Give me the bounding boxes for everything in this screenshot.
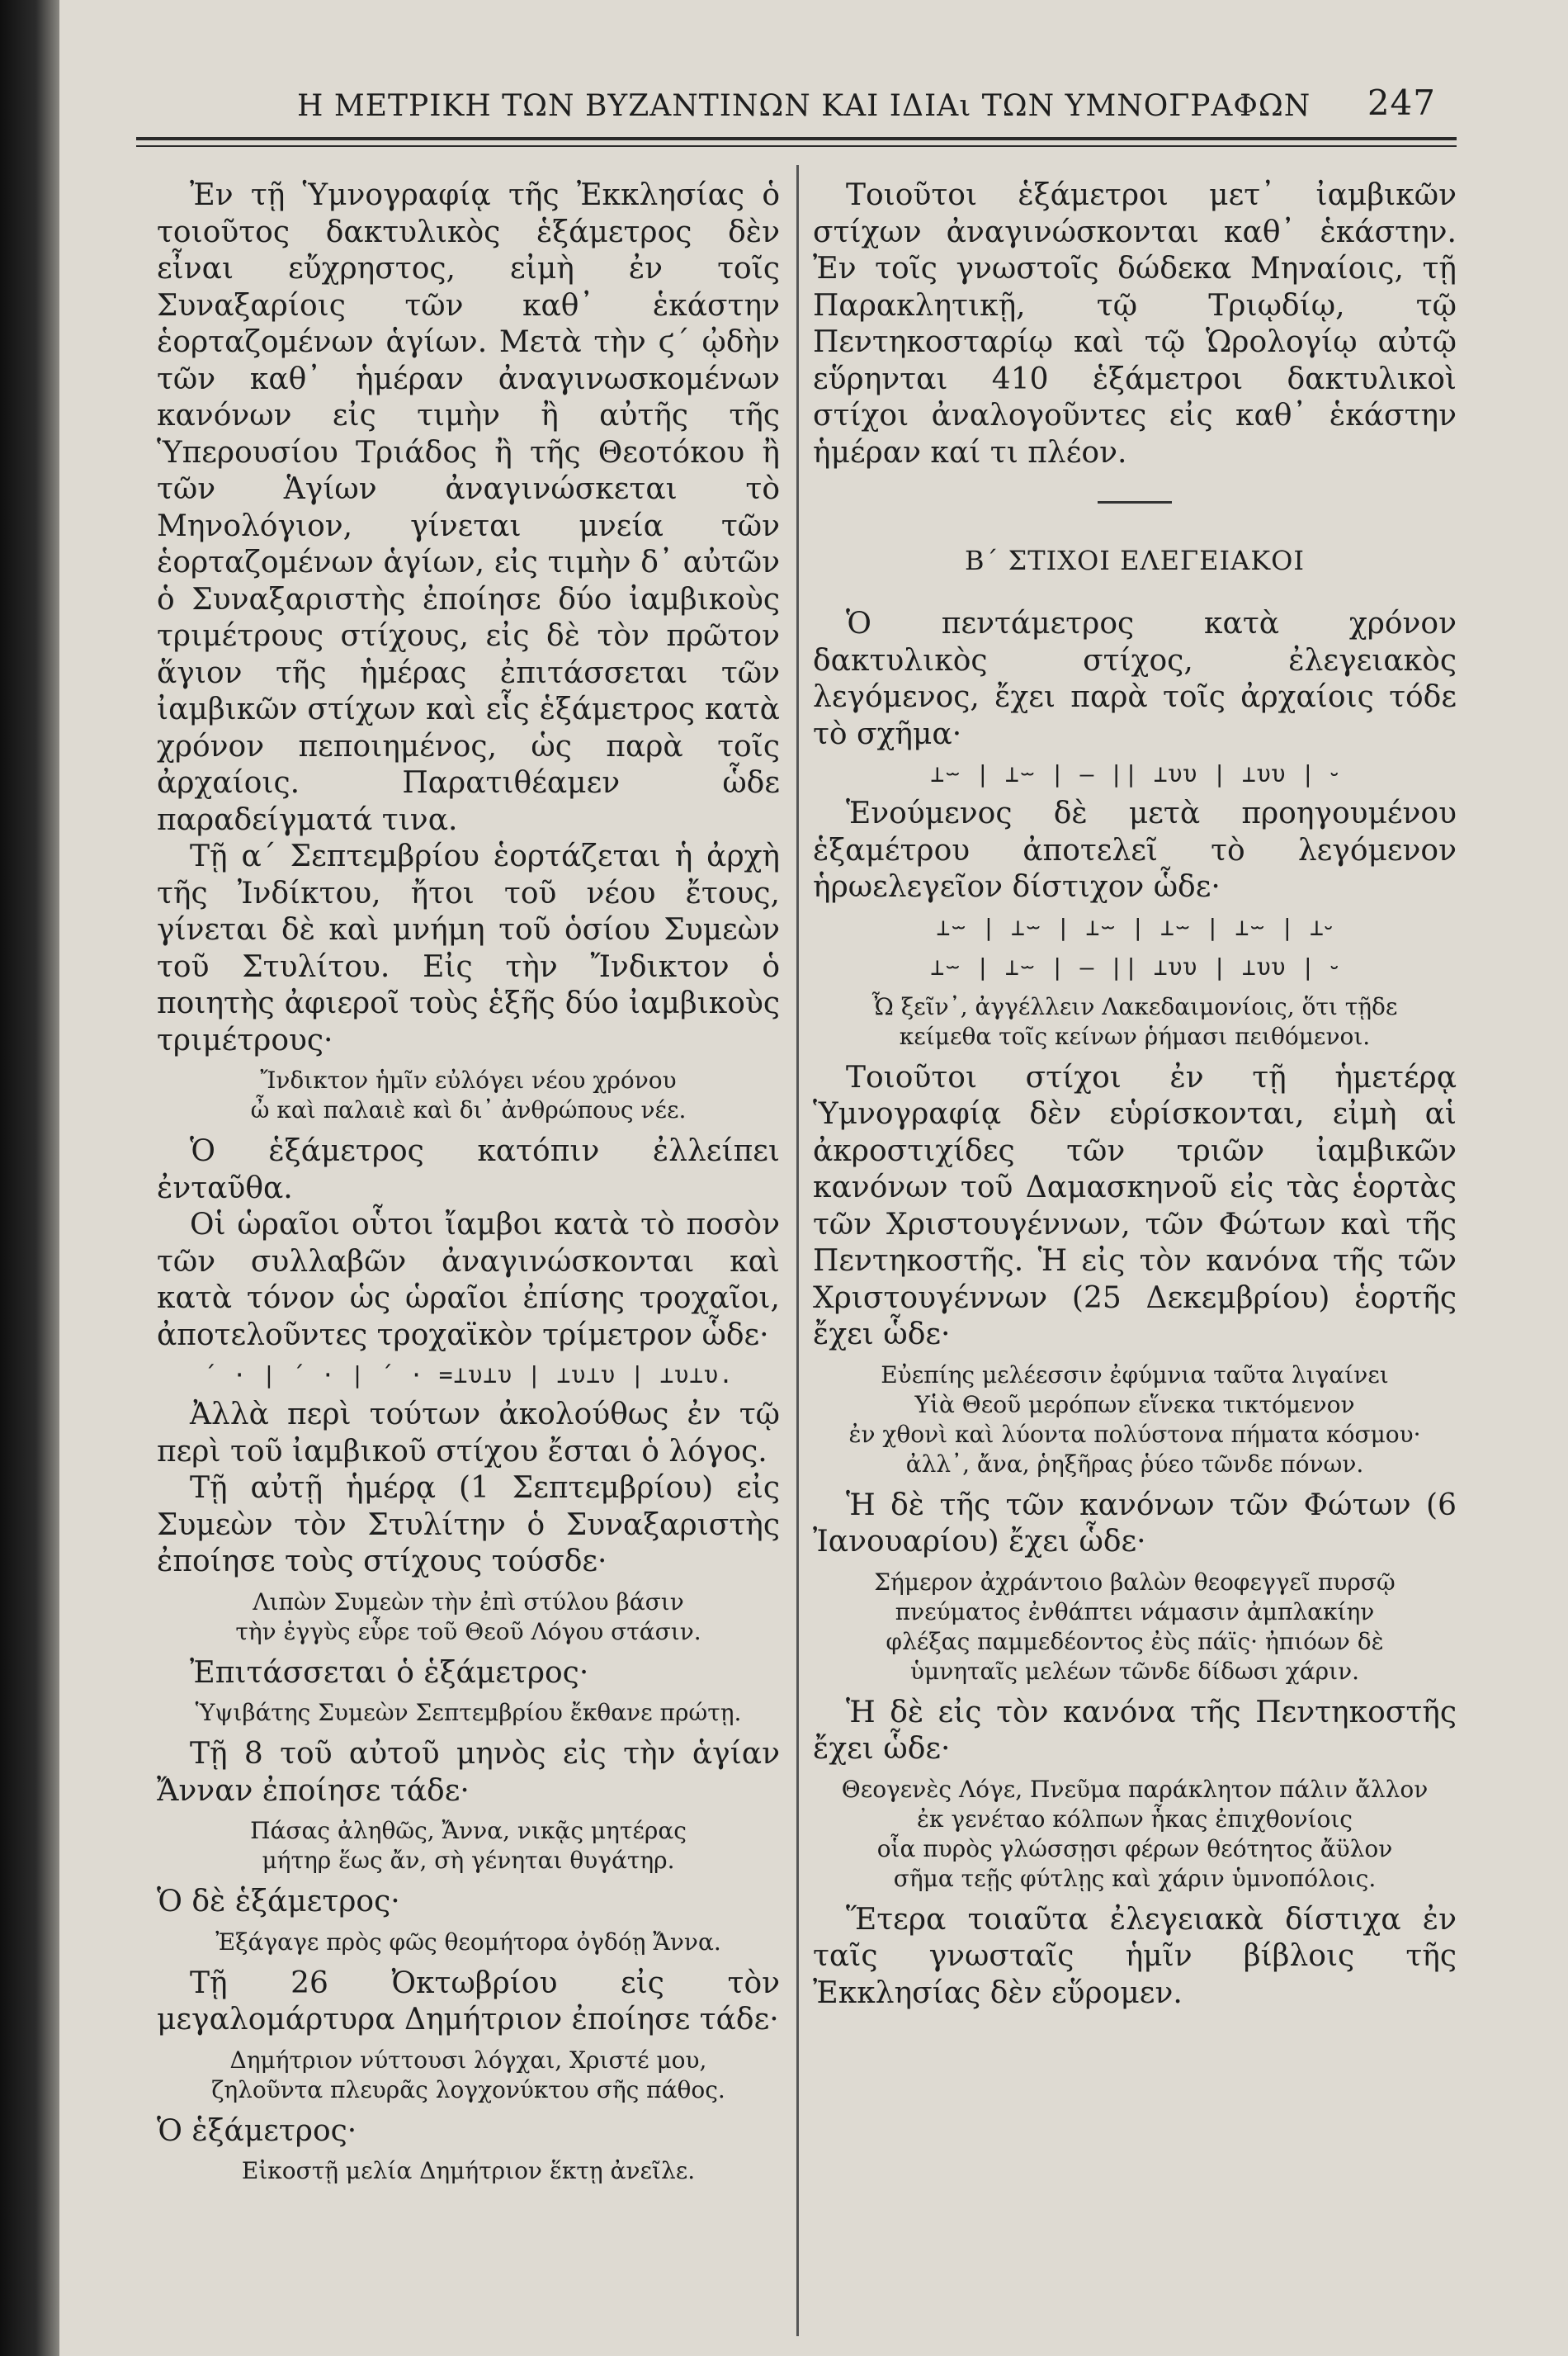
paragraph: Ἀλλὰ περὶ τούτων ἀκολούθως ἐν τῷ περὶ τοῦ ἰαμβικοῦ στίχου ἔσται ὁ λόγος. xyxy=(157,1398,780,1469)
paragraph: Ἐπιτάσσεται ὁ ἑξάμετρος· xyxy=(190,1655,589,1690)
meter-scheme: ΄ · | ΄ · | ΄ · =⊥υ⊥υ | ⊥υ⊥υ | ⊥υ⊥υ. xyxy=(203,1361,734,1389)
verse-line: Ὑψιβάτης Συμεὼν Σεπτεμβρίου ἔκθανε πρώτῃ. xyxy=(195,1699,742,1726)
paragraph: Ἑνούμενος δὲ μετὰ προηγουμένου ἑξαμέτρου ἀποτελεῖ τὸ λεγόμενον ἡρωελεγεῖον δίστιχον ὧδε· xyxy=(813,797,1457,904)
paragraph: Ὁ ἑξάμετρος κατόπιν ἐλλείπει ἐνταῦθα. xyxy=(157,1134,780,1205)
paragraph: Τοιοῦτοι ἑξάμετροι μετ᾽ ἰαμβικῶν στίχων ἀναγινώσκονται καθ᾽ ἑκάστην. Ἐν τοῖς γνωστοῖς δώδεκα Μηναίοις, τῇ Παρακλητικῇ, τῷ Τριῳδίῳ, τῷ Πεντηκοσταρίῳ καὶ τῷ Ὡρολογίῳ αὐτῷ εὕρηνται 410 ἑξάμετροι δακτυλικοὶ στίχοι ἀναλογοῦντες εἰς καθ᾽ ἑκάστην ἡμέραν καί τι πλέον. xyxy=(813,178,1457,470)
verse-line: Εἰκοστῇ μελία Δημήτριον ἕκτῃ ἀνεῖλε. xyxy=(241,2157,696,2184)
meter-scheme: ⊥⏖ | ⊥⏖ | – || ⊥υυ | ⊥υυ | ⏑ xyxy=(930,953,1339,981)
page-number: 247 xyxy=(1367,83,1436,123)
verse-line: Υἱὰ Θεοῦ μερόπων εἵνεκα τικτόμενον xyxy=(914,1390,1355,1418)
verse-line: Ἐξάγαγε πρὸς φῶς θεομήτορα ὀγδόῃ Ἄννα. xyxy=(215,1928,721,1956)
paragraph: Τῇ αὐτῇ ἡμέρᾳ (1 Σεπτεμβρίου) εἰς Συμεὼν τὸν Στυλίτην ὁ Συναξαριστὴς ἐποίησε τοὺς στίχους τούσδε· xyxy=(157,1471,780,1578)
paragraph: Οἱ ὡραῖοι οὗτοι ἴαμβοι κατὰ τὸ ποσὸν τῶν συλλαβῶν ἀναγινώσκονται καὶ κατὰ τόνον ὡς ὡραῖοι ἐπίσης τροχαῖοι, ἀποτελοῦντες τροχαϊκὸν τρίμετρον ὧδε· xyxy=(157,1208,780,1352)
paragraph: Ἐν τῇ Ὑμνογραφίᾳ τῆς Ἐκκλησίας ὁ τοιοῦτος δακτυλικὸς ἑξάμετρος δὲν εἶναι εὔχρηστος, εἰμὴ ἐν τοῖς Συναξαρίοις τῶν καθ᾽ ἑκάστην ἑορταζομένων ἁγίων. Μετὰ τὴν ϛ΄ ᾠδὴν τῶν καθ᾽ ἡμέραν ἀναγινωσκομένων κανόνων εἰς τιμὴν ἢ αὐτῆς τῆς Ὑπερουσίου Τριάδος ἢ τῆς Θεοτόκου ἢ τῶν Ἁγίων ἀναγινώσκεται τὸ Μηνολόγιον, γίνεται μνεία τῶν ἑορταζομένων ἁγίων, εἰς τιμὴν δ᾽ αὐτῶν ὁ Συναξαριστὴς ἐποίησε δύο ἰαμβικοὺς τριμέτρους στίχους, εἰς δὲ τὸν πρῶτον ἅγιον τῆς ἡμέρας ἐπιτάσσεται τῶν ἰαμβικῶν στίχων καὶ εἷς ἑξάμετρος κατὰ χρόνον πεποιημένος, ὡς παρὰ τοῖς ἀρχαίοις. Παρατιθέαμεν ὧδε παραδείγματά τινα. xyxy=(157,178,780,837)
left-column xyxy=(157,177,780,2194)
paragraph: Ὁ δὲ ἑξάμετρος· xyxy=(157,1885,400,1918)
header-rule-thin xyxy=(136,145,1457,147)
verse-line: ἀλλ᾽, ἄνα, ῥηξῆρας ῥύεο τῶνδε πόνων. xyxy=(905,1450,1364,1478)
header-rule xyxy=(136,137,1457,140)
verse-line: οἷα πυρὸς γλώσσῃσι φέρων θεότητος ἄϋλον xyxy=(876,1834,1393,1862)
meter-scheme: ⊥⏖ | ⊥⏖ | ⊥⏖ | ⊥⏖ | ⊥⏖ | ⊥⏑ xyxy=(936,913,1334,941)
verse-block xyxy=(813,1775,1457,1894)
verse-block xyxy=(157,2046,780,2105)
paragraph: Ἕτερα τοιαῦτα ἐλεγειακὰ δίστιχα ἐν ταῖς γνωσταῖς ἡμῖν βίβλοις τῆς Ἐκκλησίας δὲν εὕρομεν. xyxy=(813,1902,1457,2010)
verse-line: φλέξας παμμεδέοντος ἐὺς πάϊς· ἠπιόων δὲ xyxy=(886,1627,1384,1655)
paragraph: Τοιοῦτοι στίχοι ἐν τῇ ἡμετέρᾳ Ὑμνογραφίᾳ δὲν εὑρίσκονται, εἰμὴ αἱ ἀκροστιχίδες τῶν τριῶν ἰαμβικῶν κανόνων τοῦ Δαμασκηνοῦ εἰς τὰς ἑορτὰς τῶν Χριστουγέννων, τῶν Φώτων καὶ τῆς Πεντηκοστῆς. Ἡ εἰς τὸν κανόνα τῆς τῶν Χριστουγέννων (25 Δεκεμβρίου) ἑορτῆς ἔχει ὧδε· xyxy=(813,1060,1457,1351)
verse-block xyxy=(813,992,1457,1052)
verse-block xyxy=(157,1928,780,1957)
verse-line: Σήμερον ἀχράντοιο βαλὼν θεοφεγγεῖ πυρσῷ xyxy=(874,1568,1396,1596)
verse-block xyxy=(157,1698,780,1728)
verse-block xyxy=(813,1360,1457,1479)
verse-line: Δημήτριον νύττουσι λόγχαι, Χριστέ μου, xyxy=(229,2046,707,2074)
verse-block xyxy=(157,1816,780,1876)
section-heading: Β΄ ΣΤΙΧΟΙ ΕΛΕΓΕΙΑΚΟΙ xyxy=(964,545,1306,576)
column-divider xyxy=(796,165,799,2336)
meter-scheme: ⊥⏖ | ⊥⏖ | – || ⊥υυ | ⊥υυ | ⏑ xyxy=(930,760,1339,788)
verse-line: μήτηρ ἕως ἄν, σὴ γένηται θυγάτηρ. xyxy=(262,1847,675,1874)
verse-line: σῆμα τεῇς φύτλῃς καὶ χάριν ὑμνοπόλοις. xyxy=(893,1864,1377,1892)
verse-line: ὑμνηταῖς μελέων τῶνδε δίδωσι χάριν. xyxy=(909,1657,1360,1685)
paragraph: Τῇ 8 τοῦ αὐτοῦ μηνὸς εἰς τὴν ἁγίαν Ἄνναν ἐποίησε τάδε· xyxy=(157,1737,780,1808)
right-column xyxy=(813,177,1457,2012)
verse-block xyxy=(813,1568,1457,1687)
verse-line: Πάσας ἀληθῶς, Ἄννα, νικᾷς μητέρας xyxy=(250,1817,687,1844)
verse-block xyxy=(157,1066,780,1125)
paragraph: Ἡ δὲ τῆς τῶν κανόνων τῶν Φώτων (6 Ἰανουαρίου) ἔχει ὧδε· xyxy=(813,1488,1457,1559)
verse-line: Λιπὼν Συμεὼν τὴν ἐπὶ στύλου βάσιν xyxy=(253,1587,684,1616)
verse-line: Θεογενὲς Λόγε, Πνεῦμα παράκλητον πάλιν ἄλλον xyxy=(841,1775,1429,1803)
verse-line: πνεύματος ἐνθάπτει νάμασιν ἀμπλακίην xyxy=(895,1597,1375,1625)
verse-line: τὴν ἐγγὺς εὗρε τοῦ Θεοῦ Λόγου στάσιν. xyxy=(235,1617,701,1645)
paragraph: Ὁ ἑξάμετρος· xyxy=(157,2113,357,2148)
verse-line: ἐκ γενέταο κόλπων ἧκας ἐπιχθονίοις xyxy=(917,1805,1353,1833)
verse-block xyxy=(157,1587,780,1647)
paragraph: Τῇ 26 Ὀκτωβρίου εἰς τὸν μεγαλομάρτυρα Δημήτριον ἐποίησε τάδε· xyxy=(157,1966,780,2037)
verse-block xyxy=(157,2156,780,2186)
verse-line: Ἴνδικτον ἡμῖν εὐλόγει νέου χρόνου xyxy=(260,1067,677,1094)
paragraph: Τῇ α΄ Σεπτεμβρίου ἑορτάζεται ἡ ἀρχὴ τῆς Ἰνδίκτου, ἤτοι τοῦ νέου ἔτους, γίνεται δὲ καὶ μνήμη τοῦ ὁσίου Συμεὼν τοῦ Στυλίτου. Εἰς τὴν Ἴνδικτον ὁ ποιητὴς ἀφιεροῖ τοὺς ἑξῆς δύο ἰαμβικοὺς τριμέτρους· xyxy=(157,840,780,1057)
book-spine-shadow xyxy=(0,0,59,2356)
verse-line: ἐν χθονὶ καὶ λύοντα πολύστονα πήματα κόσμου· xyxy=(848,1420,1421,1448)
header-title: Η ΜΕΤΡΙΚΗ ΤΩΝ ΒΥΖΑΝΤΙΝΩΝ ΚΑΙ ΙΔΙΑι ΤΩΝ ΥΜΝΟΓΡΑΦΩΝ xyxy=(297,89,1311,123)
paragraph: Ὁ πεντάμετρος κατὰ χρόνον δακτυλικὸς στίχος, ἐλεγειακὸς λεγόμενος, ἔχει παρὰ τοῖς ἀρχαίοις τόδε τὸ σχῆμα· xyxy=(813,607,1457,751)
verse-line: Ὦ ξεῖν᾽, ἀγγέλλειν Λακεδαιμονίοις, ὅτι τῇδε xyxy=(871,992,1398,1020)
verse-line: ζηλοῦντα πλευρᾶς λογχονύκτου σῆς πάθος. xyxy=(211,2075,725,2103)
paragraph: Ἡ δὲ εἰς τὸν κανόνα τῆς Πεντηκοστῆς ἔχει ὧδε· xyxy=(813,1695,1457,1766)
verse-line: ὦ καὶ παλαιὲ καὶ δι᾽ ἀνθρώπους νέε. xyxy=(250,1096,687,1124)
section-dash xyxy=(1098,501,1172,504)
verse-line: Εὐεπίης μελέεσσιν ἐφύμνια ταῦτα λιγαίνει xyxy=(881,1360,1389,1389)
running-header xyxy=(297,83,1436,132)
verse-line: κείμεθα τοῖς κείνων ῥήμασι πειθόμενοι. xyxy=(899,1022,1371,1050)
